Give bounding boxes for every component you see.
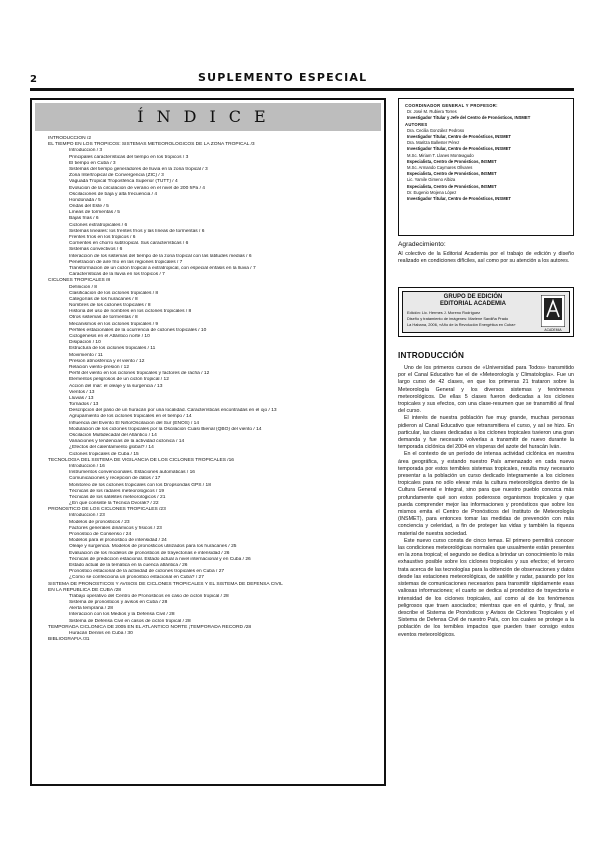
author-role: Investigador Titular, Centro de Pronósticos, INSMET xyxy=(407,134,511,140)
index-subsection-entry: Movimiento / 11 xyxy=(69,352,103,358)
index-subsection-entry: Definición / 8 xyxy=(69,284,98,290)
author-name: Lic. Yamile Gimeno Albiza xyxy=(407,177,456,183)
index-box xyxy=(30,98,386,786)
index-subsection-entry: Descripción del paso de un huracán por una localidad. Características encontradas en el ojo / 13 xyxy=(69,408,277,414)
index-subsection-entry: Oleaje y surgencia. Modelos de pronósticos utilizados para los huracanes / 25 xyxy=(69,544,237,550)
supplement-title: SUPLEMENTO ESPECIAL xyxy=(198,71,368,84)
index-subsection-entry: Sistemas del tiempo generadores de lluvia en la zona tropical / 3 xyxy=(69,166,208,172)
index-subsection-entry: Mecanismos en los ciclones tropicales / 9 xyxy=(69,321,159,327)
index-subsection-entry: Zona Intertropical de Convergencia (ZIC) / 3 xyxy=(69,173,164,179)
index-subsection-entry: Trabajo operativo del Centro de Pronósticos en caso de ciclón tropical / 28 xyxy=(69,593,229,599)
index-subsection-entry: Monitoreo de los ciclones tropicales con los Dropsondas GPS / 18 xyxy=(69,482,211,488)
academia-logo-icon xyxy=(541,295,565,327)
index-subsection-entry: Modulación de los ciclones tropicales por la Oscilación Cuasi Bienal (QBO) del viento / 14 xyxy=(69,426,262,432)
index-subsection-entry: Pronóstico de Consenso / 24 xyxy=(69,532,132,537)
index-section-entry: CICLONES TROPICALES /8 xyxy=(48,278,111,284)
coordinator-role: Investigador Titular y Jefe del Centro de Pronósticos, INSMET xyxy=(407,115,531,121)
editorial-design: Diseño y tratamiento de imágenes: Marlene Sardiña Prado xyxy=(407,316,509,321)
index-subsection-entry: Elementos peligrosos de un ciclón tropical / 12 xyxy=(69,377,169,383)
index-subsection-entry: Influencia del Evento El Niño/Oscilación del Sur (ENOS) / 14 xyxy=(69,420,200,426)
introduction-title: INTRODUCCIÓN xyxy=(398,351,465,360)
index-subsection-entry: Sistema de pronósticos y avisos en Cuba / 28 xyxy=(69,600,168,606)
index-subsection-entry: Vientos / 13 xyxy=(69,389,95,395)
index-subsection-entry: Evaluación de los modelos de pronósticos de trayectorias e intensidad / 26 xyxy=(69,550,230,556)
index-subsection-entry: Sistema de Defensa Civil en casos de ciclón tropical / 28 xyxy=(69,618,191,624)
index-section-entry: EL TIEMPO EN LOS TRÓPICOS: SISTEMAS METEOROLÓGICOS DE LA ZONA TROPICAL /3 xyxy=(48,142,255,148)
index-subsection-entry: Presión atmosférica y el viento / 12 xyxy=(69,358,145,364)
index-subsection-entry: ¿Cómo se confecciona un pronóstico estacional en Cuba? / 27 xyxy=(69,575,204,581)
editorial-place-year: La Habana, 2006, «Año de la Revolución Energética en Cuba» xyxy=(407,322,516,327)
author-name: M.Sc. Armando Caymares Ollvares xyxy=(407,165,473,171)
introduction-body xyxy=(398,365,574,639)
index-subsection-entry: Estructura de los ciclones tropicales / 11 xyxy=(69,346,156,352)
index-subsection-entry: El tiempo en Cuba / 3 xyxy=(69,160,116,166)
introduction-paragraph: En el contexto de un período de intensa actividad ciclónica en nuestra área geográfica, y estando nuestro País amenazado en cada nueva temporada por estos temibles sistemas tropicales, resulta muy necesario presentar a la población un curso dedicado íntegramente a los ciclones tropicales para no sólo elevar más la cultura meteorológica dentro de la Cultura General e Integral, sino para que nuestro pueblo conozca más profundamente qué son estos poderosos organismos tropicales y que pueda comprender mejor las informaciones y pronósticos que sobre los mismos emita el Centro de Pronósticos del Instituto de Meteorología (INSMET), para entonces tomar las medidas de prevención con más conciencia y celeridad, a fin de proteger las vidas y también la riqueza material de nuestra sociedad. xyxy=(398,451,574,537)
index-subsection-entry: Comunicaciones y recepción de datos / 17 xyxy=(69,476,161,482)
index-section-entry: SISTEMA DE PRONÓSTICOS Y AVISOS DE CICLONES TROPICALES Y EL SISTEMA DE DEFENSA CIVIL xyxy=(48,581,283,587)
author-role: Investigador Titular, Centro de Pronósticos, INSMET xyxy=(407,146,511,152)
index-subsection-entry: Nombres de los ciclones tropicales / 8 xyxy=(69,303,151,309)
credits-box xyxy=(398,98,574,236)
author-role: Especialista, Centro de Pronósticos, INSMET xyxy=(407,183,497,189)
index-subsection-entry: Principales características del tiempo en los trópicos / 3 xyxy=(69,154,189,160)
index-section-entry: PRONÓSTICO DE LOS CICLONES TROPICALES /23 xyxy=(48,507,166,513)
index-subsection-entry: Otros sistemas de tormentas / 8 xyxy=(69,315,138,321)
index-subsection-entry: Historia del uso de nombres en los ciclones tropicales / 8 xyxy=(69,309,192,315)
index-subsection-entry: Acción del mar: el oleaje y la surgencia / 13 xyxy=(69,383,163,389)
index-subsection-entry: Vaguada Tropical Troposférica Superior (TUTT) / 4 xyxy=(69,179,178,185)
index-subsection-entry: Disipación / 10 xyxy=(69,340,101,346)
index-subsection-entry: Instrumentos convencionales. Estaciones automáticas / 16 xyxy=(69,470,196,476)
index-subsection-entry: Ondas del Este / 5 xyxy=(69,204,109,210)
index-subsection-entry: Sistemas lineales: los frentes fríos y las líneas de tormentas / 6 xyxy=(69,228,205,234)
author-name: Dra. Cecilia González Pedroso xyxy=(407,127,465,133)
index-subsection-entry: Introducción / 16 xyxy=(69,463,105,469)
author-role: Especialista, Centro de Pronósticos, INSMET xyxy=(407,171,497,177)
header-rule xyxy=(30,88,574,91)
logo-caption: ACADEMIA xyxy=(544,328,562,332)
index-subsection-entry: Pronóstico estacional de la actividad de ciclones tropicales en Cuba / 27 xyxy=(69,569,225,575)
editorial-inner xyxy=(402,291,570,333)
index-subsection-entry: ¿Efectos del calentamiento global? / 14 xyxy=(69,445,154,451)
coordinator-name: Dr. José M. Rubiera Torres xyxy=(407,109,457,115)
index-subsection-entry: Agrupamiento de los ciclones tropicales en el tiempo / 14 xyxy=(69,414,192,420)
index-subsection-entry: Frentes fríos en los trópicos / 6 xyxy=(69,235,136,240)
introduction-paragraph: El interés de nuestra población fue muy grande, muchas personas pidieron al Canal Educativo que retransmitiera el curso, y así se hizo. En particular, las clases dedicadas a los ciclones tropicales tuvieron una gran demanda y fue necesario volverlas a transmitir de nuevo durante la temporada ciclónica del 2004 en vísperas del azote del huracán Iván. xyxy=(398,415,574,451)
index-section-entry: TEMPORADA CICLÓNICA DE 2005 EN EL ATLÁNTICO NORTE ¡TEMPORADA RÉCORD /28 xyxy=(48,624,252,630)
index-section-entry: TECNOLOGÍA DEL SISTEMA DE VIGILANCIA DE LOS CICLONES TROPICALES /16 xyxy=(48,457,235,463)
index-subsection-entry: Perfil del viento en los ciclones tropicales y factores de racha / 12 xyxy=(69,371,210,377)
index-subsection-entry: Introducción / 23 xyxy=(69,513,105,519)
index-subsection-entry: Relación viento-presión / 12 xyxy=(69,364,130,370)
editorial-title-line2: EDITORIAL ACADEMIA xyxy=(440,301,506,307)
index-subsection-entry: Factores generales dinámicos y físicos / 23 xyxy=(69,525,162,531)
index-section-entry: EN LA REPÚBLICA DE CUBA /28 xyxy=(48,587,121,593)
index-subsection-entry: Corrientes en chorro subtropical. Sus características / 6 xyxy=(69,241,189,247)
index-subsection-entry: Perfiles estacionales de la ocurrencia de ciclones tropicales / 10 xyxy=(69,327,207,333)
index-subsection-entry: Clasificación de los ciclones tropicales / 8 xyxy=(69,290,159,296)
index-subsection-entry: Modelos para el pronóstico de intensidad / 24 xyxy=(69,538,167,544)
index-subsection-entry: Sistemas convectivos / 6 xyxy=(69,247,123,253)
author-name: M.Sc. Miriam T. Llanes Monteagudo xyxy=(407,152,474,158)
introduction-paragraph: Uno de los primeros cursos de «Universidad para Todos» transmitido por el Canal Educativo fue el de «Meteorología y Climatología». Fue un largo curso de 42 clases, en que los primeras 21 trataron sobre la Meteorología General y los diversos sistemas y fenómenos meteorológicos. De ellas 5 clases fueron dedicadas a los ciclones tropicales y sus efectos, con una clase-resumen que se transmitió al final del curso. xyxy=(398,365,574,415)
index-subsection-entry: Oscilación Multidecadal del Atlántico / 14 xyxy=(69,433,157,438)
index-subsection-entry: Variaciones y tendencias de la actividad ciclónica / 14 xyxy=(69,439,185,445)
author-role: Investigador Titular, Centro de Pronósticos, INSMET xyxy=(407,196,511,202)
index-subsection-entry: Estado actual de la temática en la cuenca atlántica / 26 xyxy=(69,562,188,568)
index-subsection-entry: Líneas de tormentas / 5 xyxy=(69,210,120,216)
index-list xyxy=(48,136,378,643)
acknowledgement-label: Agradecimiento: xyxy=(398,241,446,248)
index-title: ÍNDICE xyxy=(137,107,279,126)
index-subsection-entry: Modelos de pronósticos / 23 xyxy=(69,519,130,525)
index-subsection-entry: Ciclones tropicales de Cuba / 15 xyxy=(69,451,139,457)
editorial-box xyxy=(398,287,574,337)
index-header-band xyxy=(35,103,381,131)
acknowledgement-text: Al colectivo de la Editorial Academia por el trabajo de edición y diseño realizado en condiciones difíciles, así como por su atención a los autores. xyxy=(398,251,574,265)
index-subsection-entry: Introducción / 3 xyxy=(69,148,103,154)
index-subsection-entry: Ciclogénesis en el Atlántico norte / 10 xyxy=(69,334,150,339)
index-subsection-entry: Hondonada / 5 xyxy=(69,197,101,203)
author-name: Dra. Maritza Ballester Pérez xyxy=(407,140,460,146)
authors-heading: AUTORES xyxy=(405,121,428,127)
index-subsection-entry: Interacción de los sistemas del tiempo de la zona tropical con las latitudes medias / 6 xyxy=(69,253,252,259)
index-subsection-entry: Características de la lluvia en los trópicos / 7 xyxy=(69,272,165,278)
editorial-edition: Edición: Lic. Hermes J. Moreno Rodríguez xyxy=(407,310,481,315)
editorial-title-line1: GRUPO DE EDICIÓN xyxy=(443,294,503,300)
author-role: Especialista, Centro de Pronósticos, INSMET xyxy=(407,158,497,164)
index-subsection-entry: Oscilaciones de baja y alta frecuencia / 4 xyxy=(69,191,158,197)
index-subsection-entry: Tornados / 13 xyxy=(69,402,99,408)
index-subsection-entry: Técnicas de los satélites meteorológicos / 21 xyxy=(69,494,166,500)
index-section-entry: INTRODUCCIÓN /2 xyxy=(48,136,92,141)
index-subsection-entry: Técnicas de los radares meteorológicos / 19 xyxy=(69,488,165,494)
index-subsection-entry: ¿En qué consiste la Técnica Dvorak? / 22 xyxy=(69,501,159,507)
index-subsection-entry: Técnicas de predicción estacional. Estado actual a nivel internacional y en Cuba / 26 xyxy=(69,556,251,562)
index-subsection-entry: Lluvias / 13 xyxy=(69,395,94,401)
index-subsection-entry: Huracán Dennis en Cuba / 30 xyxy=(69,631,133,636)
index-section-entry: BIBLIOGRAFÍA /31 xyxy=(48,637,90,643)
index-subsection-entry: Ciclones extratropicales / 6 xyxy=(69,222,128,228)
index-subsection-entry: Evolución de la circulación de verano en el nivel de 200 hPa / 4 xyxy=(69,185,205,191)
index-subsection-entry: Categorías de los huracanes / 8 xyxy=(69,296,138,302)
index-subsection-entry: Bajas frías / 6 xyxy=(69,216,99,222)
index-subsection-entry: Interacción con los Medios y la Defensa Civil / 28 xyxy=(69,612,175,618)
author-name: Dr. Eugenio Mojena López xyxy=(407,189,457,195)
index-subsection-entry: Alerta temprana / 28 xyxy=(69,606,113,612)
coordinator-heading: COORDINADOR GENERAL Y PROFESOR: xyxy=(405,103,498,108)
page-number: 2 xyxy=(30,74,37,85)
index-subsection-entry: Penetración de aire frío en las regiones tropicales / 7 xyxy=(69,259,183,265)
introduction-paragraph: Este nuevo curso consta de cinco temas. El primero permitirá conocer las condiciones meteorológicas normales que usualmente están presentes en la zona tropical; el segundo se dedica a brindar un conocimiento lo más exhaustivo posible sobre los ciclones tropicales y sus efectos; el tercero trata acerca de las tecnologías para la obtención de observaciones y datos desde las estaciones meteorológicas, de satélite y radar, pasando por los sistemas de comunicaciones necesarios para transmitir rápidamente esas valiosas informaciones; el cuarto se dedica al pronóstico de trayectoria e intensidad de los ciclones tropicales, así como al de los fenómenos peligrosos que traen asociados; mientras que en el quinto, y final, se describe el Sistema de Pronósticos y Avisos de Ciclones Tropicales y el Sistema de Defensa Civil de nuestro País, con los cuales se protege a la población de los temibles impactos que pueden traer consigo estos eventos meteorológicos. xyxy=(398,537,574,638)
index-subsection-entry: Transformación de un ciclón tropical a extratropical, con especial énfasis en la lluvia / 7 xyxy=(69,265,256,271)
